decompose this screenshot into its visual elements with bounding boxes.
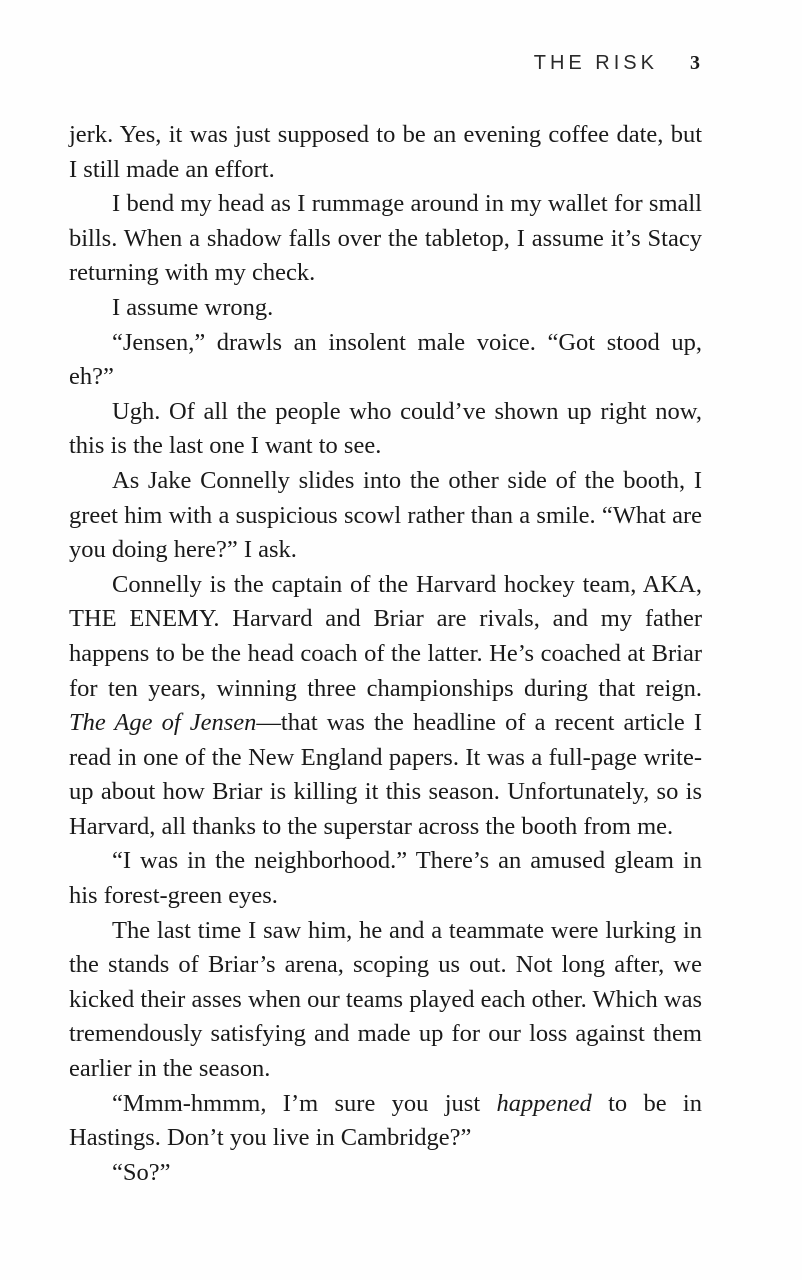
text-run: I assume wrong. xyxy=(112,293,274,321)
running-head xyxy=(534,52,700,75)
paragraph xyxy=(69,326,702,395)
text-run: I bend my head as I rummage around in my wallet for small bills. When a shadow falls over the tabletop, I assume it’s Stacy returning with my check. xyxy=(69,190,702,287)
text-run: Ugh. Of all the people who could’ve shown up right now, this is the last one I want to see. xyxy=(69,397,702,460)
paragraph xyxy=(69,1087,702,1156)
body-text xyxy=(69,118,702,1190)
paragraph xyxy=(69,568,702,845)
paragraph xyxy=(69,187,702,291)
text-run: “So?” xyxy=(112,1158,171,1186)
running-title: THE RISK xyxy=(533,52,658,74)
paragraph xyxy=(69,844,702,913)
text-run: —that was the headline of a recent article I read in one of the New England papers. It was a full-page write-up about how Briar is killing it this season. Unfortunately, so is Harvard, all thanks to the superstar across the booth from me. xyxy=(69,709,702,840)
text-run: As Jake Connelly slides into the other side of the booth, I greet him with a suspicious scowl rather than a smile. “What are you doing here?” I ask. xyxy=(69,466,702,564)
text-run: “I was in the neighborhood.” There’s an amused gleam in his forest-green eyes. xyxy=(69,847,702,910)
text-run: jerk. Yes, it was just supposed to be an evening coffee date, but I still made an effort. xyxy=(69,121,702,183)
paragraph xyxy=(69,914,702,1087)
text-run: to be in Hastings. Don’t you live in Cambridge?” xyxy=(69,1089,702,1152)
text-run: “Mmm-hmmm, I’m sure you just xyxy=(112,1089,497,1117)
paragraph xyxy=(69,1156,702,1191)
italic-text: happened xyxy=(496,1089,592,1117)
paragraph xyxy=(69,464,702,568)
text-run: Connelly is the captain of the Harvard hockey team, AKA, THE ENEMY. Harvard and Briar are rivals, and my father happens to be the head coach of the latter. He’s coached at Briar for ten years, winning three championships during that reign. xyxy=(69,570,702,702)
text-run: “Jensen,” drawls an insolent male voice. “Got stood up, eh?” xyxy=(69,328,702,391)
page-number: 3 xyxy=(690,52,700,74)
paragraph xyxy=(69,395,702,464)
paragraph xyxy=(69,118,702,187)
italic-text: The Age of Jensen xyxy=(69,709,257,737)
paragraph xyxy=(69,291,702,326)
text-run: The last time I saw him, he and a teammate were lurking in the stands of Briar’s arena, scoping us out. Not long after, we kicked their asses when our teams played each other. Which was tremendously satisfying and made up for our loss against them earlier in the season. xyxy=(69,916,702,1083)
